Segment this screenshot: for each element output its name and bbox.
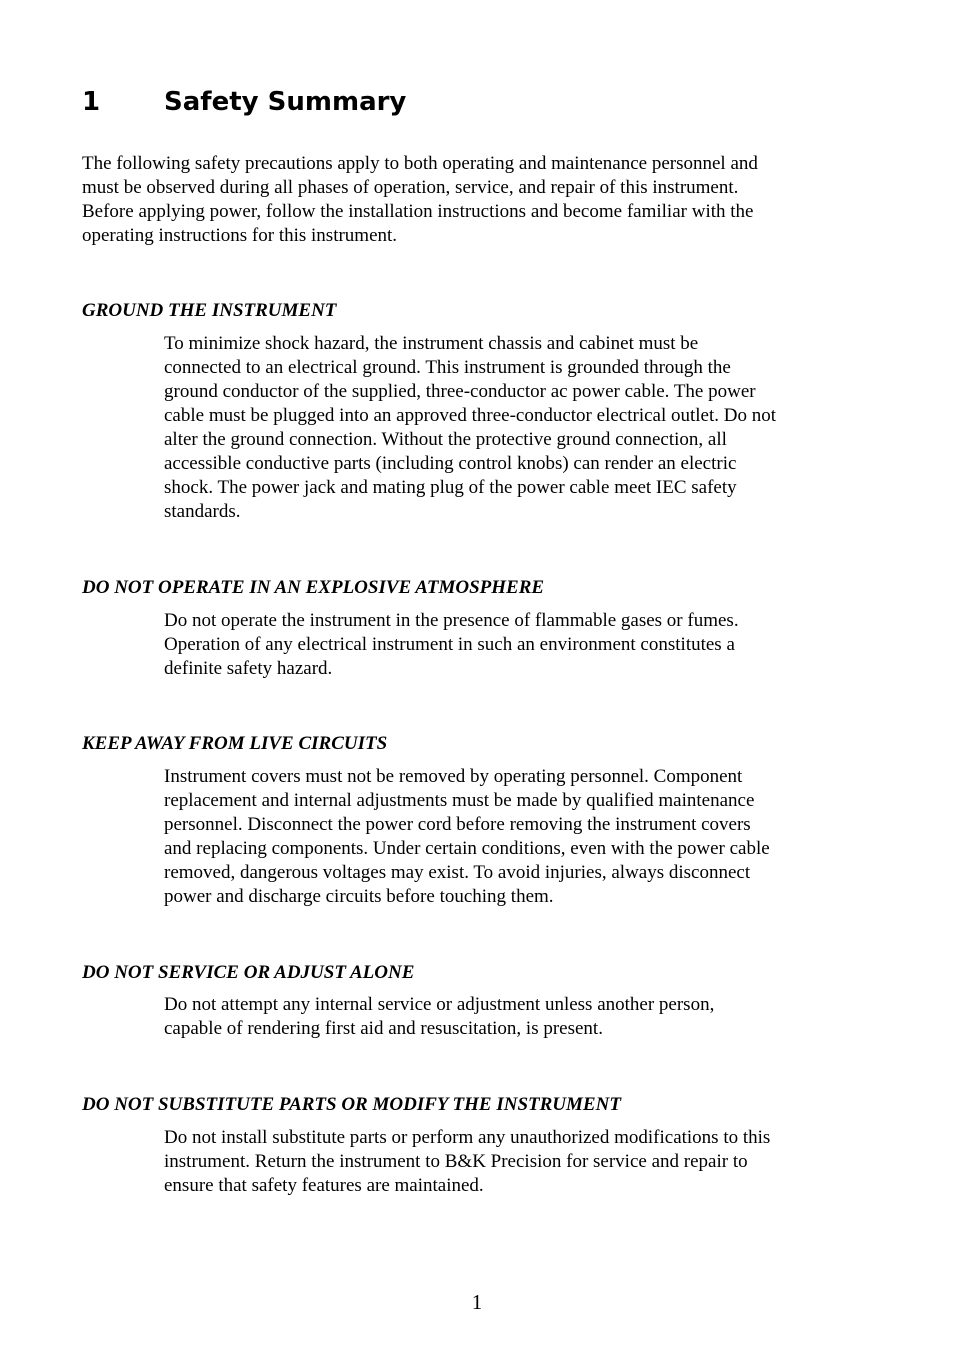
section-body-live-circuits: Instrument covers must not be removed by operating personnel. Component replacement and internal adjustments must be made by qualified maintenance personnel. Disconnect the power cord before removing the instrument covers and replacing components. Under certain conditions, even with the power cable removed, dangerous voltages may exist. To avoid injuries, always disconnect power and discharge circuits before touching them. [164,766,770,907]
section-title: Safety Summary [164,87,407,117]
section-number: 1 [82,87,101,117]
section-body-explosive: Do not operate the instrument in the presence of flammable gases or fumes. Operation of any electrical instrument in such an environment constitutes a definite safety hazard. [164,610,739,679]
page-number: 1 [471,1290,483,1314]
section-heading-ground: GROUND THE INSTRUMENT [82,300,337,321]
section-heading-service-alone: DO NOT SERVICE OR ADJUST ALONE [82,962,415,983]
section-body-ground: To minimize shock hazard, the instrument chassis and cabinet must be connected to an electrical ground. This instrument is grounded through the ground conductor of the supplied, three-conductor ac power cable. The power cable must be plugged into an approved three-conductor electrical outlet. Do not alter the ground connection. Without the protective ground connection, all accessible conductive parts (including control knobs) can render an electric shock. The power jack and mating plug of the power cable meet IEC safety standards. [164,333,777,522]
section-heading-live-circuits: KEEP AWAY FROM LIVE CIRCUITS [82,733,388,754]
page-title [82,84,406,120]
intro-paragraph: The following safety precautions apply to both operating and maintenance personnel and must be observed during all phases of operation, service, and repair of this instrument. Before applying power, follow the installation instructions and become familiar with the operating instructions for this instrument. [82,153,758,246]
section-heading-explosive: DO NOT OPERATE IN AN EXPLOSIVE ATMOSPHERE [82,577,545,598]
section-body-service-alone: Do not attempt any internal service or adjustment unless another person, capable of rendering first aid and resuscitation, is present. [164,994,715,1039]
section-heading-substitute-parts: DO NOT SUBSTITUTE PARTS OR MODIFY THE INSTRUMENT [82,1094,621,1115]
section-body-substitute-parts: Do not install substitute parts or perform any unauthorized modifications to this instrument. Return the instrument to B&K Precision for service and repair to ensure that safety features are maintained. [164,1127,771,1196]
